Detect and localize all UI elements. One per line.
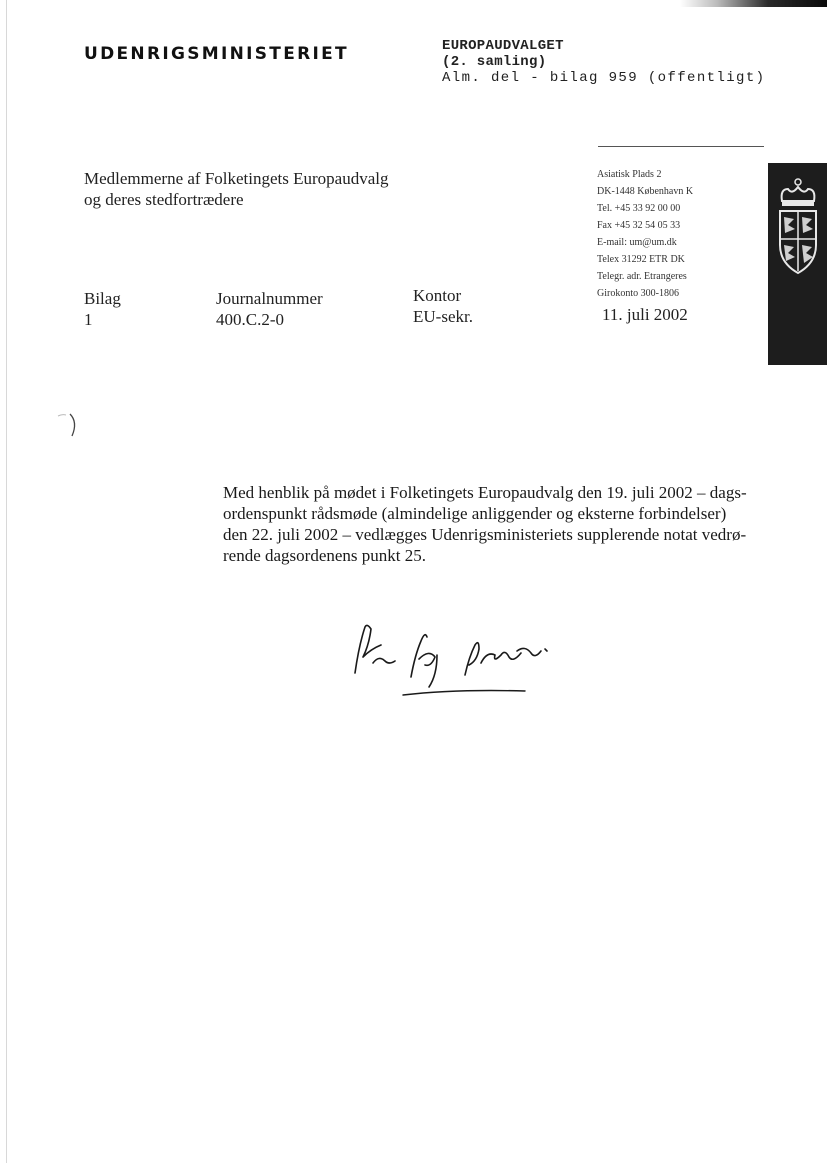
journal-value: 400.C.2-0 <box>216 310 284 329</box>
handwritten-signature-icon <box>345 605 575 705</box>
letter-date: 11. juli 2002 <box>602 305 688 324</box>
address-divider <box>598 146 764 147</box>
margin-mark-icon <box>56 410 86 440</box>
recipient-line-2: og deres stedfortrædere <box>84 190 244 209</box>
recipient-block <box>84 168 389 210</box>
address-street: Asiatisk Plads 2 <box>597 169 662 180</box>
crest-panel <box>768 163 827 365</box>
body-line-1: Med henblik på mødet i Folketingets Europaudvalg den 19. juli 2002 – dags- <box>223 483 747 502</box>
recipient-line-1: Medlemmerne af Folketingets Europaudvalg <box>84 169 389 188</box>
ministry-address <box>597 166 693 302</box>
royal-coat-of-arms-icon <box>774 177 822 297</box>
address-email: E-mail: um@um.dk <box>597 237 677 248</box>
journal-field <box>216 288 323 330</box>
stamp-session: (2. samling) <box>442 54 547 70</box>
bilag-value: 1 <box>84 310 93 329</box>
letter-body <box>223 482 763 566</box>
kontor-field <box>413 285 473 327</box>
address-phone: Tel. +45 33 92 00 00 <box>597 203 681 214</box>
address-city: DK-1448 København K <box>597 186 694 197</box>
scan-edge <box>6 0 7 1163</box>
address-fax: Fax +45 32 54 05 33 <box>597 220 681 231</box>
body-line-4: rende dagsordenens punkt 25. <box>223 546 427 565</box>
body-line-2: ordenspunkt rådsmøde (almindelige anliggender og eksterne forbindelser) <box>223 504 727 523</box>
archive-stamp <box>442 38 765 86</box>
bilag-field <box>84 288 121 330</box>
address-telex: Telex 31292 ETR DK <box>597 254 685 265</box>
ministry-name: UDENRIGSMINISTERIET <box>84 44 349 64</box>
body-line-3: den 22. juli 2002 – vedlægges Udenrigsministeriets supplerende notat vedrø- <box>223 525 747 544</box>
stamp-reference: Alm. del - bilag 959 (offentligt) <box>442 70 766 86</box>
bilag-label: Bilag <box>84 289 121 308</box>
address-giro: Girokonto 300-1806 <box>597 288 679 299</box>
address-telegram: Telegr. adr. Etrangeres <box>597 271 687 282</box>
kontor-label: Kontor <box>413 286 462 305</box>
scan-top-bar <box>680 0 827 7</box>
kontor-value: EU-sekr. <box>413 307 473 326</box>
stamp-committee: EUROPAUDVALGET <box>442 38 564 54</box>
journal-label: Journalnummer <box>216 289 323 308</box>
